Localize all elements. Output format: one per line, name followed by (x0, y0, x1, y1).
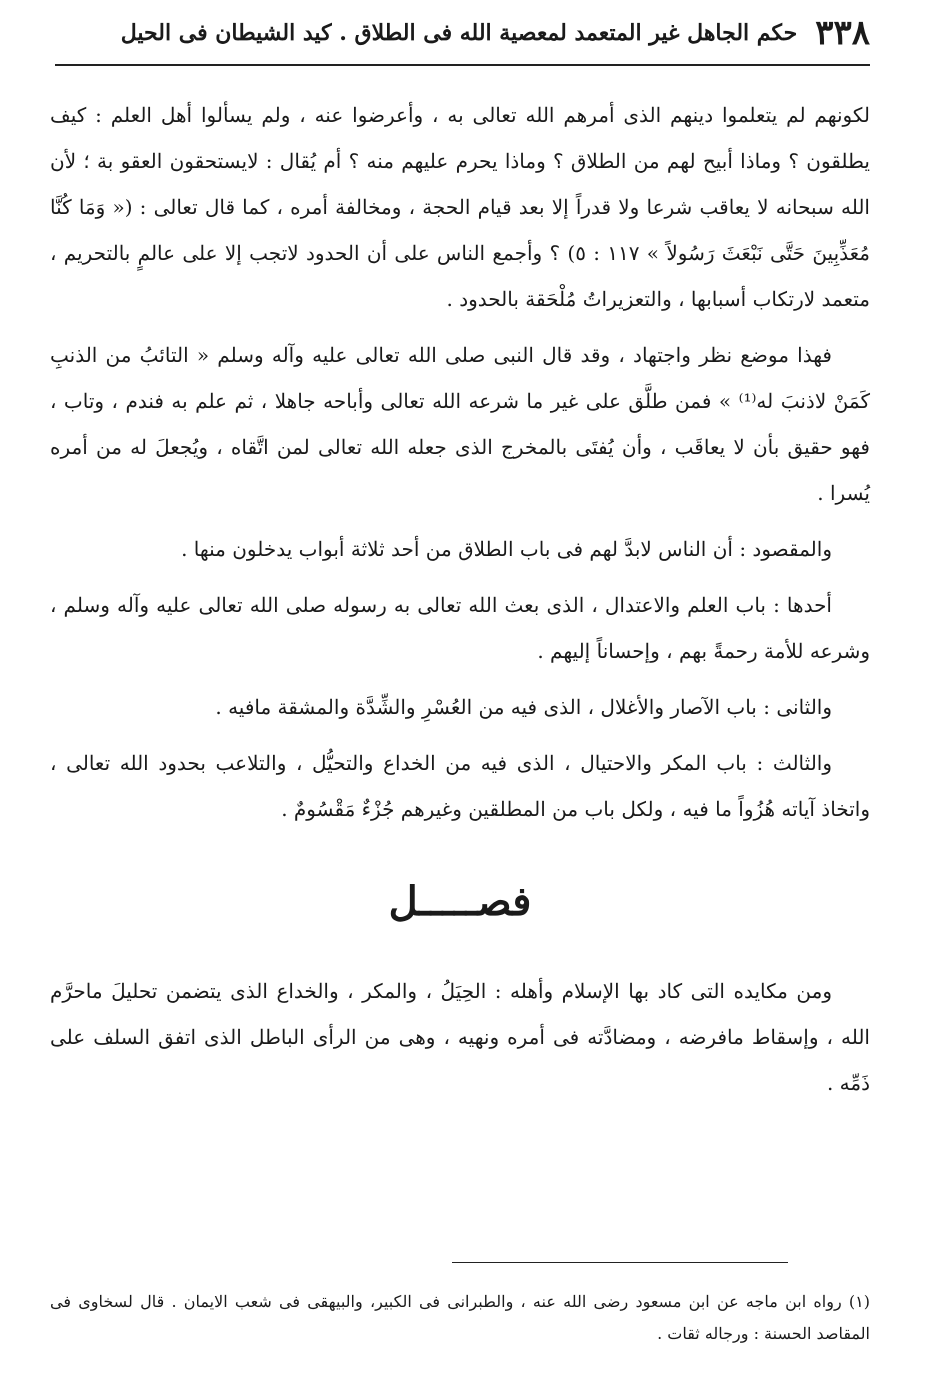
footnote-divider (452, 1262, 788, 1263)
running-title: حكم الجاهل غير المتعمد لمعصية الله فى الطلاق . كيد الشيطان فى الحيل (120, 20, 798, 46)
header-divider (55, 64, 870, 66)
section-heading: فصـــــل (388, 878, 532, 925)
paragraph: ومن مكايده التى كاد بها الإسلام وأهله : الحِيَلُ ، والمكر ، والخداع الذى يتضمن تحليلَ ماحرَّم الله ، وإسقاط مافرضه ، ومضادَّته فى أمره ونهيه ، وهى من الرأى الباطل الذى اتفق السلف على ذَمِّه . (50, 979, 870, 1095)
main-text (50, 92, 870, 1116)
paragraph: لكونهم لم يتعلموا دينهم الذى أمرهم الله تعالى به ، وأعرضوا عنه ، ولم يسألوا أهل العلم : كيف يطلقون ؟ وماذا أبيح لهم من الطلاق ؟ وماذا يحرم عليهم منه ؟ أم يُقال : لايستحقون العقو بة ؛ لأن الله سبحانه لا يعاقب شرعا ولا قدراً إلا بعد قيام الحجة ، ومخالفة أمره ، كما قال تعالى : (« وَمَا كُنَّا مُعَذِّبِينَ حَتَّى نَبْعَثَ رَسُولاً » ١١٧ : ٥) ؟ وأجمع الناس على أن الحدود لاتجب إلا على عالمٍ بالتحريم ، متعمد لارتكاب أسبابها ، والتعزيراتُ مُلْحَقة بالحدود . (50, 103, 871, 311)
page-number: ٣٣٨ (815, 13, 870, 53)
footnote: (١) رواه ابن ماجه عن ابن مسعود رضى الله عنه ، والطبرانى فى الكبير، والبيهقى فى شعب الايمان . قال لسخاوى فى المقاصد الحسنة : ورجاله ثقات . (50, 1292, 870, 1343)
footnotes (50, 1286, 870, 1350)
page-header (55, 8, 870, 58)
paragraph: فهذا موضع نظر واجتهاد ، وقد قال النبى صلى الله تعالى عليه وآله وسلم « التائبُ من الذنبِ كَمَنْ لاذنبَ له⁽¹⁾ » فمن طلَّق على غير ما شرعه الله تعالى وأباحه جاهلا ، ثم علم به فندم ، وتاب ، فهو حقيق بأن لا يعاقَب ، وأن يُفتَى بالمخرج الذى جعله الله تعالى لمن اتَّقاه ، ويُجعلَ له من أمره يُسرا . (50, 343, 870, 505)
paragraph: والثانى : باب الآصار والأغلال ، الذى فيه من العُسْرِ والشِّدَّة والمشقة مافيه . (215, 695, 832, 719)
paragraph: أحدها : باب العلم والاعتدال ، الذى بعث الله تعالى به رسوله صلى الله تعالى عليه وآله وسلم ، وشرعه للأمة رحمةً بهم ، وإحساناً إليهم . (50, 593, 870, 663)
paragraph: والثالث : باب المكر والاحتيال ، الذى فيه من الخداع والتحيُّل ، والتلاعب بحدود الله تعالى ، واتخاذ آياته هُزُواً ما فيه ، ولكل باب من المطلقين وغيرهم جُزْءٌ مَقْسُومٌ . (50, 751, 870, 821)
paragraph: والمقصود : أن الناس لابدَّ لهم فى باب الطلاق من أحد ثلاثة أبواب يدخلون منها . (181, 537, 832, 561)
